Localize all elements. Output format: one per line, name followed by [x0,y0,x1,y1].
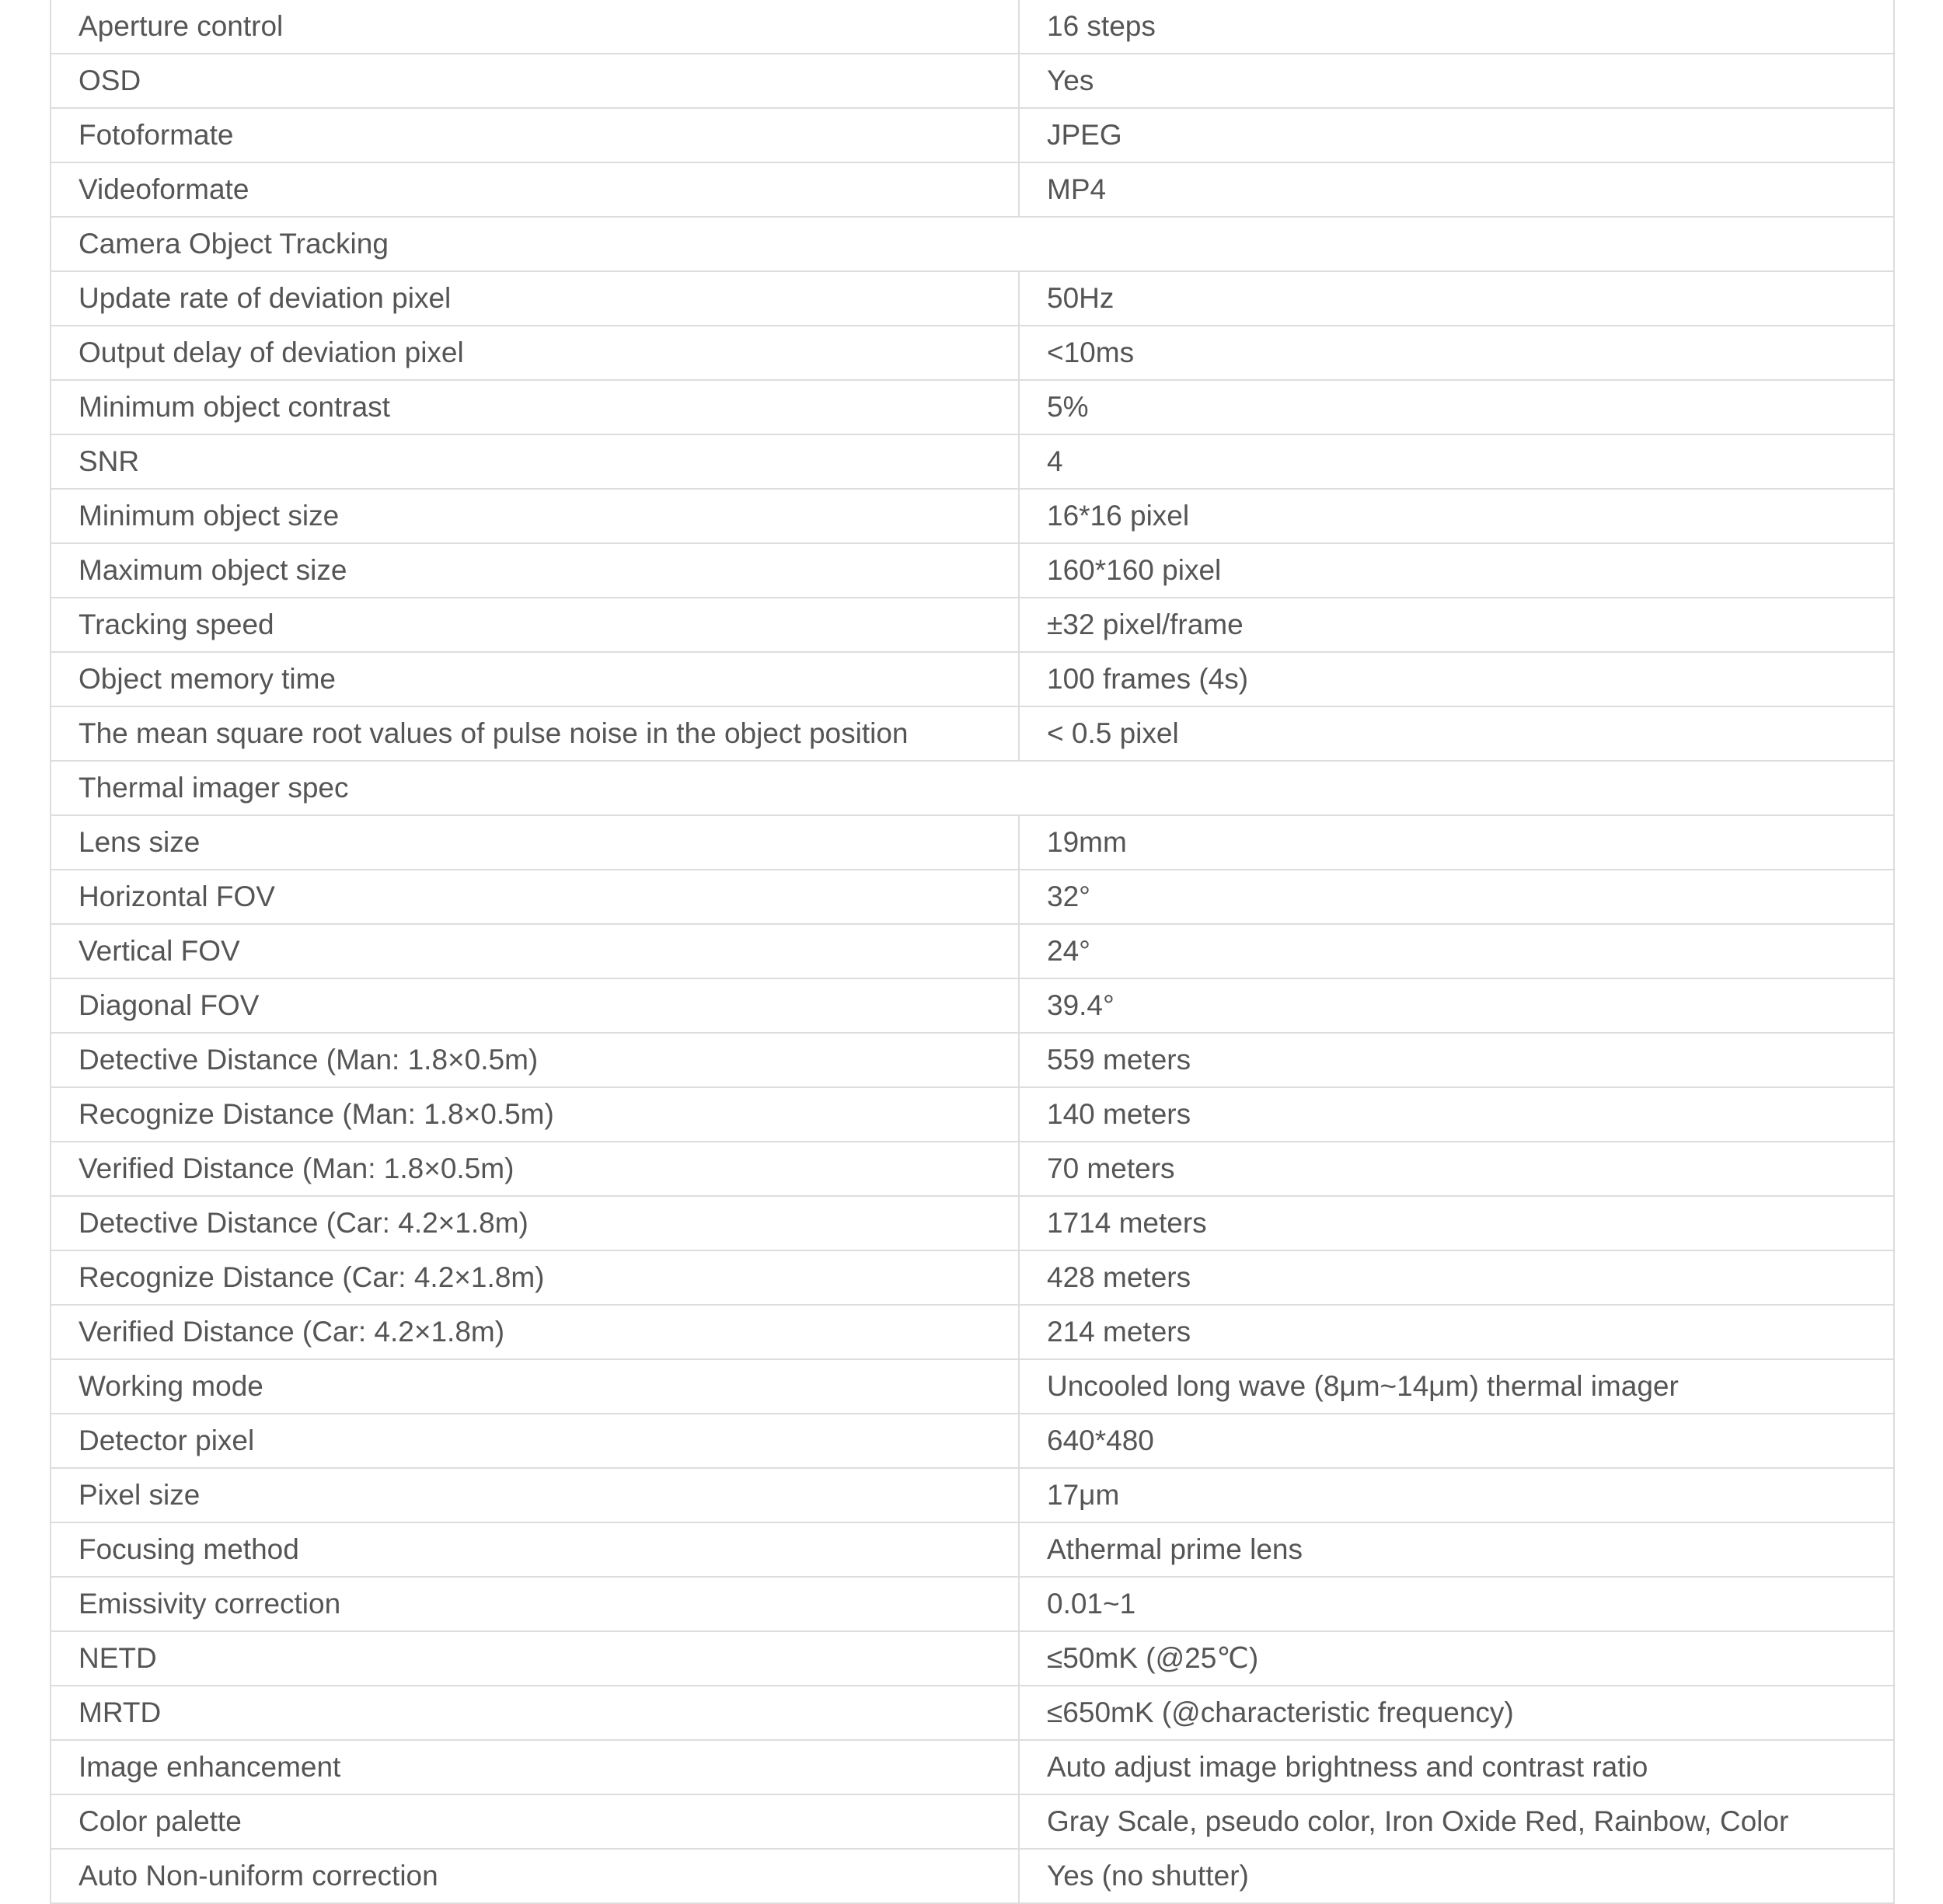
spec-table-body [51,0,1894,1903]
table-row [51,162,1894,217]
spec-value: 17μm [1019,1468,1894,1522]
spec-label: Recognize Distance (Man: 1.8×0.5m) [51,1087,1019,1142]
spec-table [50,0,1895,1904]
spec-label: Maximum object size [51,543,1019,598]
table-row [51,652,1894,706]
table-row [51,1414,1894,1468]
spec-label: Focusing method [51,1522,1019,1577]
spec-label: Output delay of deviation pixel [51,326,1019,380]
spec-label: Fotoformate [51,108,1019,162]
spec-label: NETD [51,1631,1019,1686]
spec-value: ≤650mK (@characteristic frequency) [1019,1686,1894,1740]
spec-value: 559 meters [1019,1033,1894,1087]
spec-value: <10ms [1019,326,1894,380]
spec-label: Verified Distance (Man: 1.8×0.5m) [51,1142,1019,1196]
table-row [51,598,1894,652]
spec-label: Pixel size [51,1468,1019,1522]
spec-label: The mean square root values of pulse noise in the object position [51,706,1019,761]
table-row [51,815,1894,870]
spec-label: Videoformate [51,162,1019,217]
spec-value: Gray Scale, pseudo color, Iron Oxide Red, Rainbow, Color [1019,1794,1894,1849]
table-row [51,870,1894,924]
spec-value: Auto adjust image brightness and contrast ratio [1019,1740,1894,1794]
spec-label: Emissivity correction [51,1577,1019,1631]
spec-label: SNR [51,434,1019,489]
table-row [51,1359,1894,1414]
spec-value: 0.01~1 [1019,1577,1894,1631]
spec-label: Verified Distance (Car: 4.2×1.8m) [51,1305,1019,1359]
table-row [51,1686,1894,1740]
table-row [51,0,1894,54]
table-row [51,1250,1894,1305]
table-row [51,543,1894,598]
section-title: Thermal imager spec [51,761,1894,815]
table-row [51,706,1894,761]
section-header-row [51,761,1894,815]
table-row [51,1087,1894,1142]
table-row [51,924,1894,978]
spec-label: Aperture control [51,0,1019,54]
table-row [51,1196,1894,1250]
spec-value: Uncooled long wave (8μm~14μm) thermal imager [1019,1359,1894,1414]
spec-label: Detective Distance (Man: 1.8×0.5m) [51,1033,1019,1087]
spec-label: Tracking speed [51,598,1019,652]
table-row [51,271,1894,326]
table-row [51,1468,1894,1522]
section-title: Camera Object Tracking [51,217,1894,271]
spec-label: Diagonal FOV [51,978,1019,1033]
spec-label: Minimum object size [51,489,1019,543]
table-row [51,1577,1894,1631]
spec-value: 5% [1019,380,1894,434]
table-row [51,1849,1894,1903]
spec-value: JPEG [1019,108,1894,162]
spec-label: MRTD [51,1686,1019,1740]
table-row [51,1740,1894,1794]
spec-label: Auto Non-uniform correction [51,1849,1019,1903]
spec-value: 70 meters [1019,1142,1894,1196]
spec-label: Detector pixel [51,1414,1019,1468]
table-row [51,1033,1894,1087]
table-row [51,434,1894,489]
table-row [51,1142,1894,1196]
table-row [51,326,1894,380]
table-row [51,1631,1894,1686]
spec-label: Update rate of deviation pixel [51,271,1019,326]
spec-value: 39.4° [1019,978,1894,1033]
table-row [51,380,1894,434]
table-row [51,1305,1894,1359]
spec-value: 16 steps [1019,0,1894,54]
spec-value: 1714 meters [1019,1196,1894,1250]
spec-value: 160*160 pixel [1019,543,1894,598]
table-row [51,1794,1894,1849]
table-row [51,108,1894,162]
spec-value: Yes [1019,54,1894,108]
spec-value: 640*480 [1019,1414,1894,1468]
spec-label: Recognize Distance (Car: 4.2×1.8m) [51,1250,1019,1305]
table-row [51,489,1894,543]
table-row [51,978,1894,1033]
spec-value: 428 meters [1019,1250,1894,1305]
spec-value: < 0.5 pixel [1019,706,1894,761]
spec-label: Detective Distance (Car: 4.2×1.8m) [51,1196,1019,1250]
spec-label: Working mode [51,1359,1019,1414]
spec-label: Lens size [51,815,1019,870]
spec-value: 100 frames (4s) [1019,652,1894,706]
spec-label: OSD [51,54,1019,108]
spec-value: ≤50mK (@25℃) [1019,1631,1894,1686]
spec-value: 16*16 pixel [1019,489,1894,543]
spec-value: 4 [1019,434,1894,489]
spec-label: Object memory time [51,652,1019,706]
spec-label: Color palette [51,1794,1019,1849]
spec-value: ±32 pixel/frame [1019,598,1894,652]
spec-value: 214 meters [1019,1305,1894,1359]
spec-value: 24° [1019,924,1894,978]
spec-value: Yes (no shutter) [1019,1849,1894,1903]
spec-value: MP4 [1019,162,1894,217]
table-row [51,54,1894,108]
spec-value: Athermal prime lens [1019,1522,1894,1577]
spec-value: 140 meters [1019,1087,1894,1142]
spec-label: Horizontal FOV [51,870,1019,924]
spec-value: 19mm [1019,815,1894,870]
section-header-row [51,217,1894,271]
spec-label: Minimum object contrast [51,380,1019,434]
spec-label: Vertical FOV [51,924,1019,978]
spec-value: 50Hz [1019,271,1894,326]
table-row [51,1522,1894,1577]
spec-value: 32° [1019,870,1894,924]
spec-label: Image enhancement [51,1740,1019,1794]
